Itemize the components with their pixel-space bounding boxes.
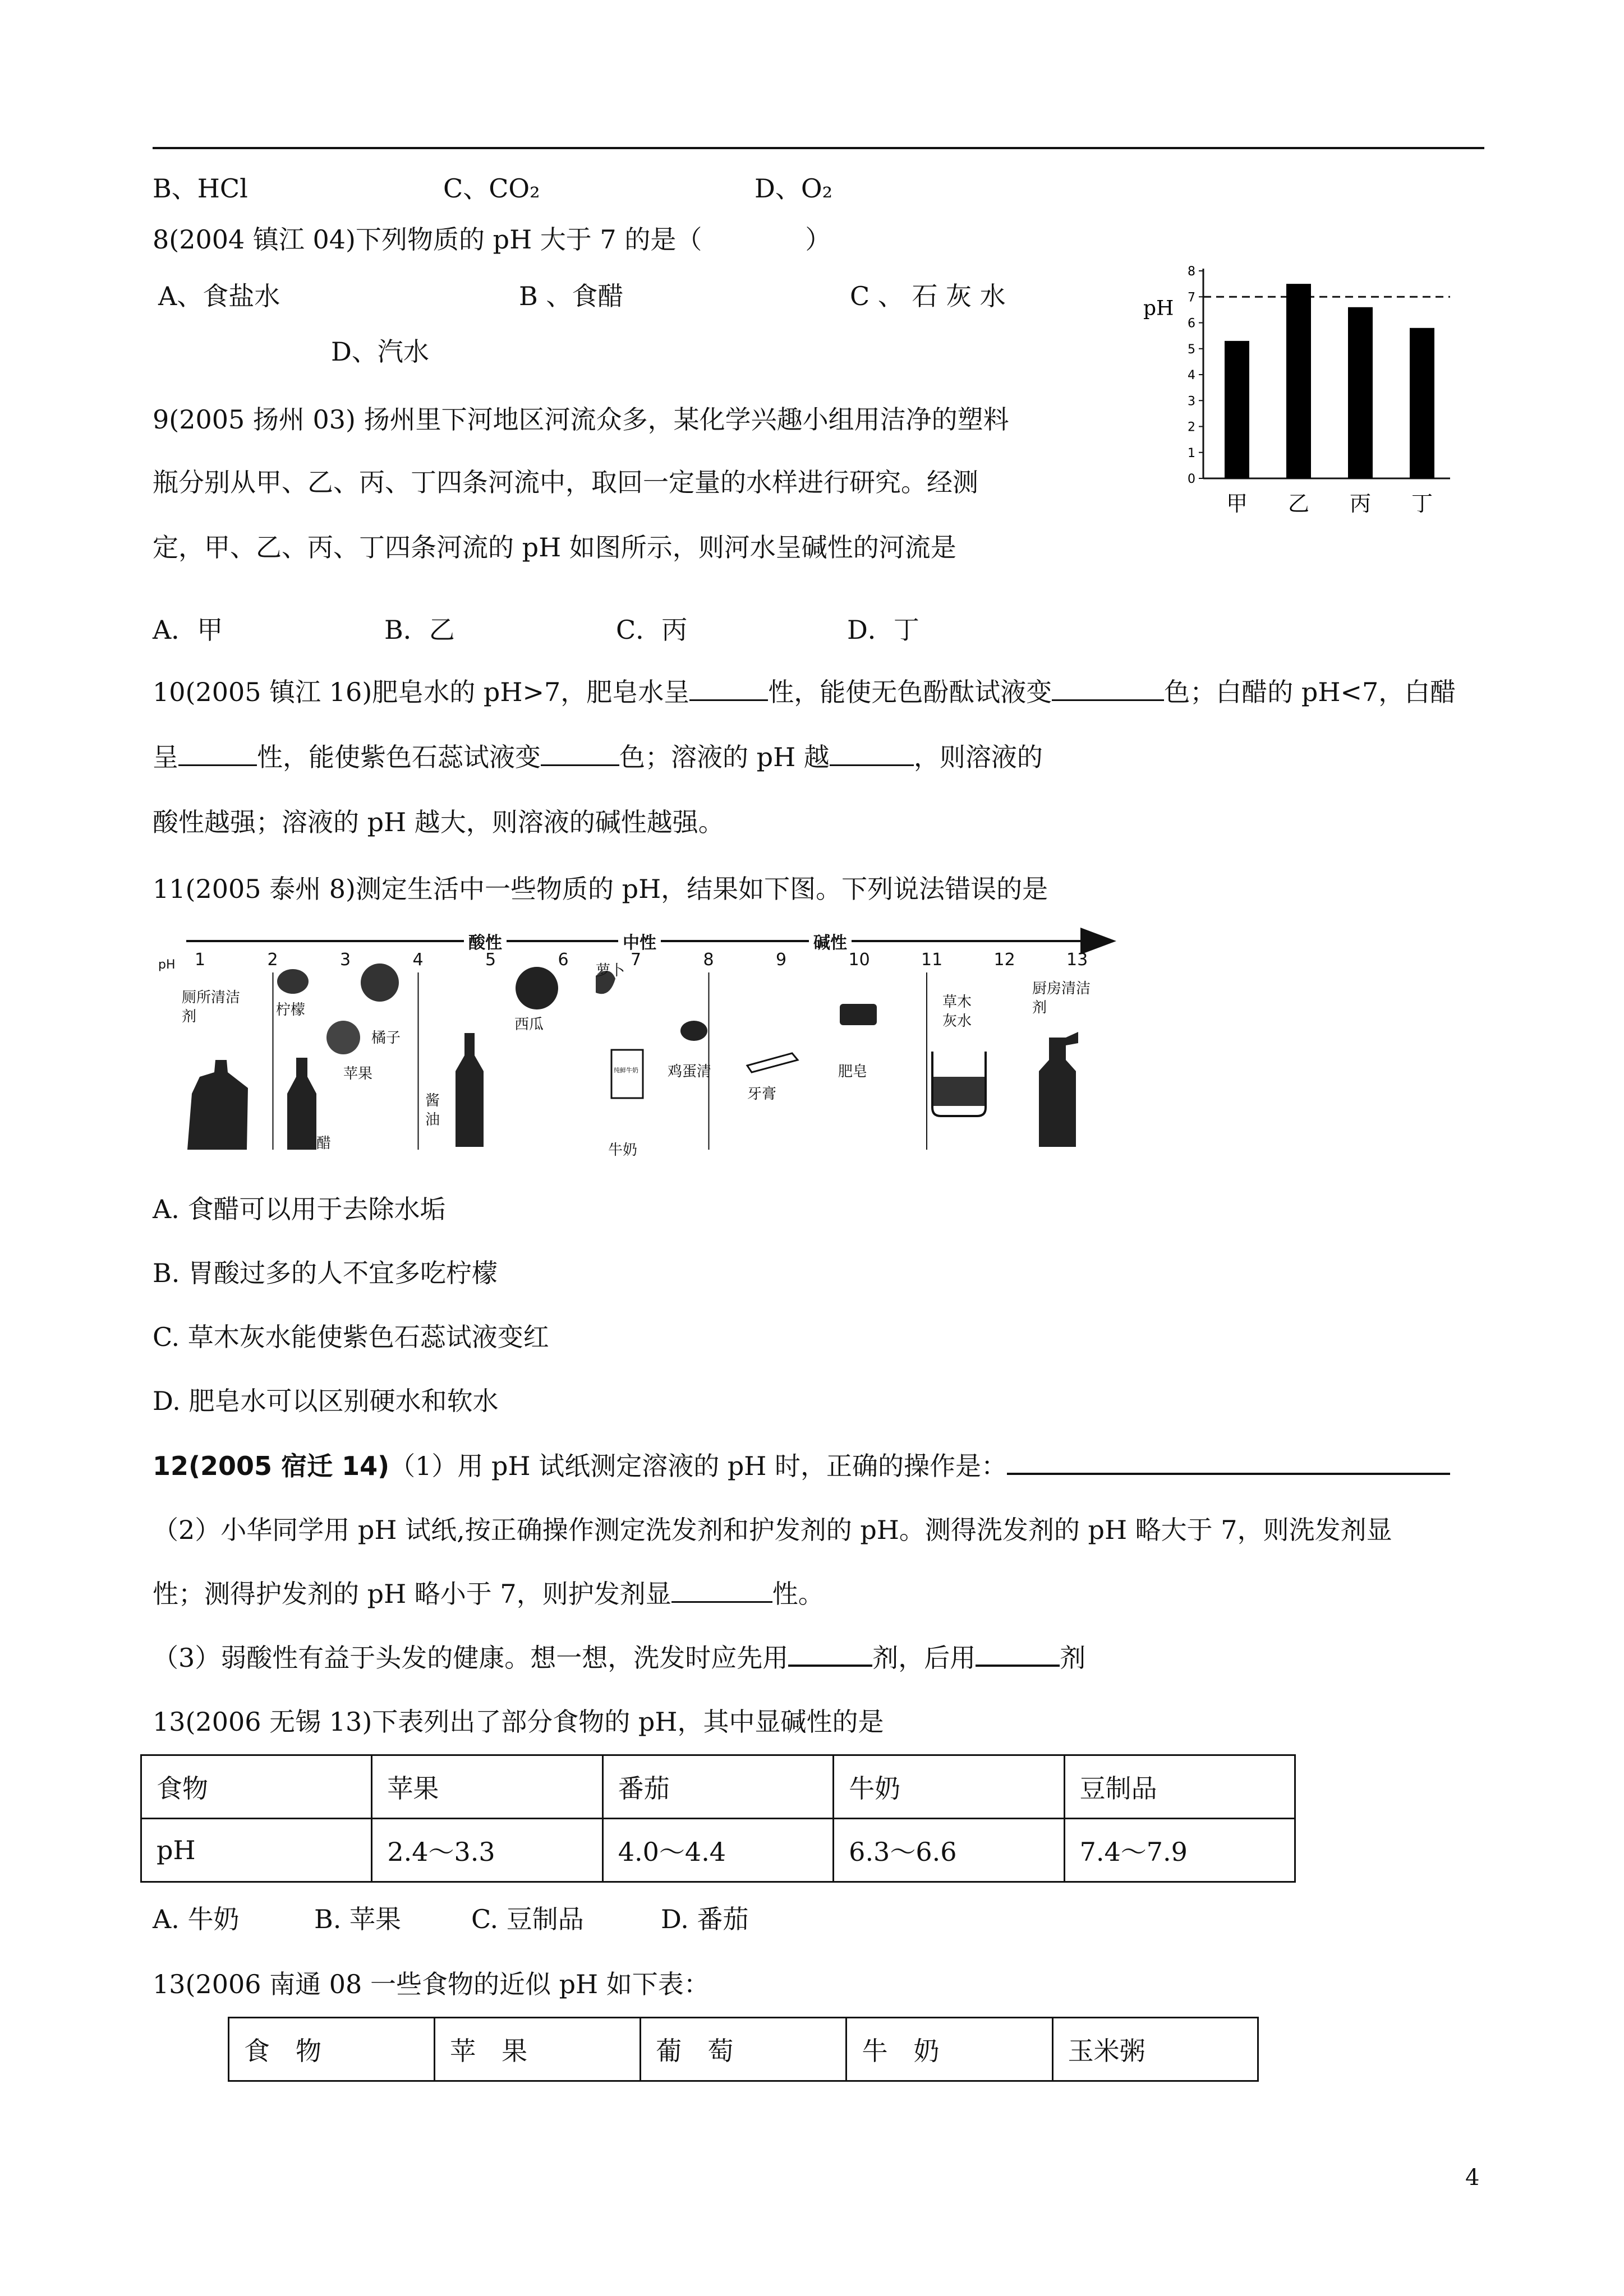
ph-bar-chart	[1133, 258, 1515, 516]
toilet-cleaner-bottle	[187, 1060, 248, 1150]
q11-option-b: B. 胃酸过多的人不宜多吃柠檬	[153, 1258, 498, 1288]
ash-water-liquid	[933, 1077, 984, 1106]
chart-bar-4	[1410, 328, 1434, 478]
scale-number: 3	[340, 950, 351, 970]
scale-number: 13	[1066, 950, 1088, 970]
chart-bar-2	[1286, 284, 1311, 478]
chart-x-tick-label: 丁	[1411, 491, 1433, 516]
q10-line-3: 酸性越强；溶液的 pH 越大，则溶液的碱性越强。	[153, 807, 724, 837]
q12-line-4	[153, 1641, 1085, 1675]
chart-y-tick-label: 2	[1188, 420, 1195, 435]
table-cell: 牛奶	[834, 1755, 1064, 1819]
q10-text-1a: 10(2005 镇江 16)肥皂水的 pH>7，肥皂水呈	[153, 677, 690, 707]
chart-x-tick-label: 甲	[1226, 491, 1248, 516]
q12-part-3b: 剂，后用	[872, 1643, 976, 1673]
q11-stem: 11(2005 泰州 8)测定生活中一些物质的 pH，结果如下图。下列说法错误的是	[153, 874, 1048, 904]
q13a-option-b: B. 苹果	[314, 1904, 402, 1934]
q7-option-b: B、HCl	[153, 173, 248, 204]
table-row	[141, 1755, 1295, 1819]
scale-number: 8	[703, 950, 714, 970]
label-vinegar: 醋	[316, 1135, 332, 1152]
table-cell: 苹果	[372, 1755, 602, 1819]
scale-ph-label: pH	[158, 958, 176, 972]
q7-option-c: C、CO₂	[443, 173, 540, 204]
label-soy-sauce: 酱油	[425, 1092, 440, 1128]
q8-option-a: A、食盐水	[158, 281, 280, 311]
scale-number: 11	[921, 950, 943, 970]
q12-part-1: （1）用 pH 试纸测定溶液的 pH 时，正确的操作是：	[389, 1451, 1007, 1481]
scale-number: 10	[848, 950, 870, 970]
q12-head: 12(2005 宿迁 14)	[153, 1451, 390, 1481]
page-number: 4	[1465, 2165, 1480, 2191]
egg-white-shape	[680, 1021, 707, 1041]
q10-line-1	[153, 675, 1456, 709]
chart-y-tick-label: 3	[1188, 394, 1195, 409]
q12-part-2c: 性。	[772, 1579, 824, 1609]
q11-option-a: A. 食醋可以用于去除水垢	[153, 1194, 446, 1224]
q13a-option-d: D. 番茄	[661, 1904, 749, 1934]
orange-shape	[361, 963, 399, 1002]
milk-carton	[611, 1050, 643, 1098]
scale-number: 9	[776, 950, 787, 970]
label-watermelon: 西瓜	[514, 1016, 544, 1033]
q10-text-1b: 性，能使无色酚酞试液变	[768, 677, 1052, 707]
label-soap: 肥皂	[838, 1063, 868, 1080]
q9-line-1: 9(2005 扬州 03) 扬州里下河地区河流众多，某化学兴趣小组用洁净的塑料	[153, 404, 1009, 435]
q11-option-d: D. 肥皂水可以区别硬水和软水	[153, 1386, 499, 1416]
header-rule	[153, 147, 1484, 149]
q12-part-2a: （2）小华同学用 pH 试纸,按正确操作测定洗发剂和护发剂的 pH。测得洗发剂的 pH 略大于 7，则洗发剂显	[153, 1515, 1392, 1545]
q13a-option-c: C. 豆制品	[471, 1904, 584, 1934]
table-cell: 7.4～7.9	[1064, 1819, 1295, 1882]
chart-y-tick-label: 0	[1188, 472, 1195, 486]
q8-option-b: B 、食醋	[519, 281, 624, 311]
apple-shape	[326, 1021, 360, 1054]
watermelon-shape	[516, 967, 558, 1009]
scale-number: 12	[993, 950, 1015, 970]
table-cell: 食物	[141, 1755, 372, 1819]
q12-line-3	[153, 1577, 824, 1611]
q13a-option-a: A. 牛奶	[153, 1904, 240, 1934]
q12-blank-3[interactable]	[788, 1642, 872, 1667]
scale-number: 2	[267, 950, 278, 970]
table-cell: 牛 奶	[846, 2018, 1052, 2081]
label-toilet-cleaner: 厕所清洁剂	[182, 989, 241, 1025]
chart-y-tick-label: 4	[1188, 368, 1195, 382]
q10-text-2c: 色；溶液的 pH 越	[619, 742, 830, 772]
table-cell: 玉米粥	[1052, 2018, 1258, 2081]
chart-y-tick-label: 6	[1188, 316, 1195, 331]
acid-label: 酸性	[464, 929, 507, 953]
q10-blank-4[interactable]	[541, 742, 619, 766]
table-cell: 豆制品	[1064, 1755, 1295, 1819]
q12-line-1	[153, 1449, 1450, 1483]
label-apple: 苹果	[343, 1066, 373, 1082]
soy-sauce-bottle	[456, 1033, 484, 1147]
chart-y-tick-label: 8	[1188, 265, 1195, 279]
label-lemon: 柠檬	[276, 1002, 306, 1018]
q10-line-2	[153, 740, 1043, 774]
chart-y-label: pH	[1143, 297, 1174, 320]
q9-line-2: 瓶分别从甲、乙、丙、丁四条河流中，取回一定量的水样进行研究。经测	[153, 467, 978, 497]
table-row	[141, 1819, 1295, 1882]
table-cell: 4.0～4.4	[602, 1819, 833, 1882]
chart-y-tick-label: 1	[1188, 446, 1195, 460]
lemon-shape	[277, 969, 309, 994]
vinegar-bottle	[287, 1058, 316, 1150]
q12-blank-1[interactable]	[1007, 1450, 1450, 1475]
milk-carton-text: 纯鲜牛奶	[614, 1067, 638, 1074]
q8-stem: 8(2004 镇江 04)下列物质的 pH 大于 7 的是（ ）	[153, 224, 831, 255]
q12-part-3c: 剂	[1060, 1643, 1086, 1673]
q13b-table	[228, 2017, 1259, 2082]
table-row	[229, 2018, 1258, 2081]
table-cell: 番茄	[602, 1755, 833, 1819]
table-cell: 苹 果	[435, 2018, 641, 2081]
kitchen-cleaner-spray	[1039, 1032, 1078, 1147]
q7-option-d: D、O₂	[755, 173, 833, 204]
scale-number: 4	[412, 950, 424, 970]
base-label: 碱性	[809, 929, 852, 953]
scale-number: 5	[485, 950, 496, 970]
q10-blank-1[interactable]	[689, 677, 768, 701]
chart-y-tick-label: 7	[1188, 291, 1195, 305]
q10-text-1c: 色；白醋的 pH<7，白醋	[1164, 677, 1456, 707]
label-kitchen-cleaner: 厨房清洁剂	[1032, 980, 1091, 1016]
ph-scale-items	[153, 925, 1123, 1167]
label-toothpaste: 牙膏	[747, 1086, 777, 1103]
label-radish: 萝卜	[596, 962, 625, 979]
chart-y-tick-label: 5	[1188, 342, 1195, 357]
label-orange: 橘子	[371, 1030, 401, 1046]
q13a-table	[140, 1754, 1296, 1883]
chart-x-tick-label: 乙	[1287, 491, 1310, 516]
q9-line-3: 定，甲、乙、丙、丁四条河流的 pH 如图所示，则河水呈碱性的河流是	[153, 532, 956, 563]
q13a-stem: 13(2006 无锡 13)下表列出了部分食物的 pH，其中显碱性的是	[153, 1707, 884, 1737]
label-egg-white: 鸡蛋清	[668, 1063, 712, 1080]
q8-option-c: C 、 石 灰 水	[850, 281, 1006, 311]
label-milk: 牛奶	[608, 1142, 638, 1159]
table-cell: 食 物	[229, 2018, 435, 2081]
q12-blank-4[interactable]	[976, 1642, 1060, 1667]
q10-blank-2[interactable]	[1052, 677, 1164, 701]
scale-number: 1	[195, 950, 206, 970]
q12-part-3a: （3）弱酸性有益于头发的健康。想一想，洗发时应先用	[153, 1643, 789, 1673]
q8-option-d: D、汽水	[331, 336, 429, 367]
q9-option-c: C．丙	[616, 615, 688, 645]
toothpaste-tube	[747, 1053, 798, 1072]
q13b-stem: 13(2006 南通 08 一些食物的近似 pH 如下表：	[153, 1969, 710, 1999]
q9-option-b: B．乙	[384, 615, 455, 645]
q10-text-2a: 呈	[153, 742, 178, 772]
q9-option-d: D．丁	[847, 615, 919, 645]
label-ash-water: 草木灰水	[942, 994, 972, 1030]
chart-x-tick-label: 丙	[1349, 491, 1372, 516]
q10-text-2d: ，则溶液的	[913, 742, 1043, 772]
q12-part-2b: 性；测得护发剂的 pH 略小于 7，则护发剂显	[153, 1579, 671, 1609]
chart-bar-3	[1348, 307, 1373, 478]
ph-scale-figure	[153, 925, 1123, 1167]
table-cell: 2.4～3.3	[372, 1819, 602, 1882]
chart-bar-1	[1225, 341, 1249, 478]
q11-option-c: C. 草木灰水能使紫色石蕊试液变红	[153, 1322, 549, 1352]
q10-text-2b: 性，能使紫色石蕊试液变	[257, 742, 541, 772]
q10-blank-3[interactable]	[178, 742, 257, 766]
q9-option-a: A．甲	[153, 615, 223, 645]
scale-number: 6	[558, 950, 569, 970]
table-cell: pH	[141, 1819, 372, 1882]
table-cell: 葡 萄	[641, 2018, 846, 2081]
table-cell: 6.3～6.6	[834, 1819, 1064, 1882]
neutral-label: 中性	[618, 929, 661, 953]
q10-blank-5[interactable]	[830, 742, 914, 766]
q12-blank-2[interactable]	[671, 1579, 772, 1603]
soap-bar	[840, 1004, 877, 1025]
scale-number: 7	[631, 950, 642, 970]
